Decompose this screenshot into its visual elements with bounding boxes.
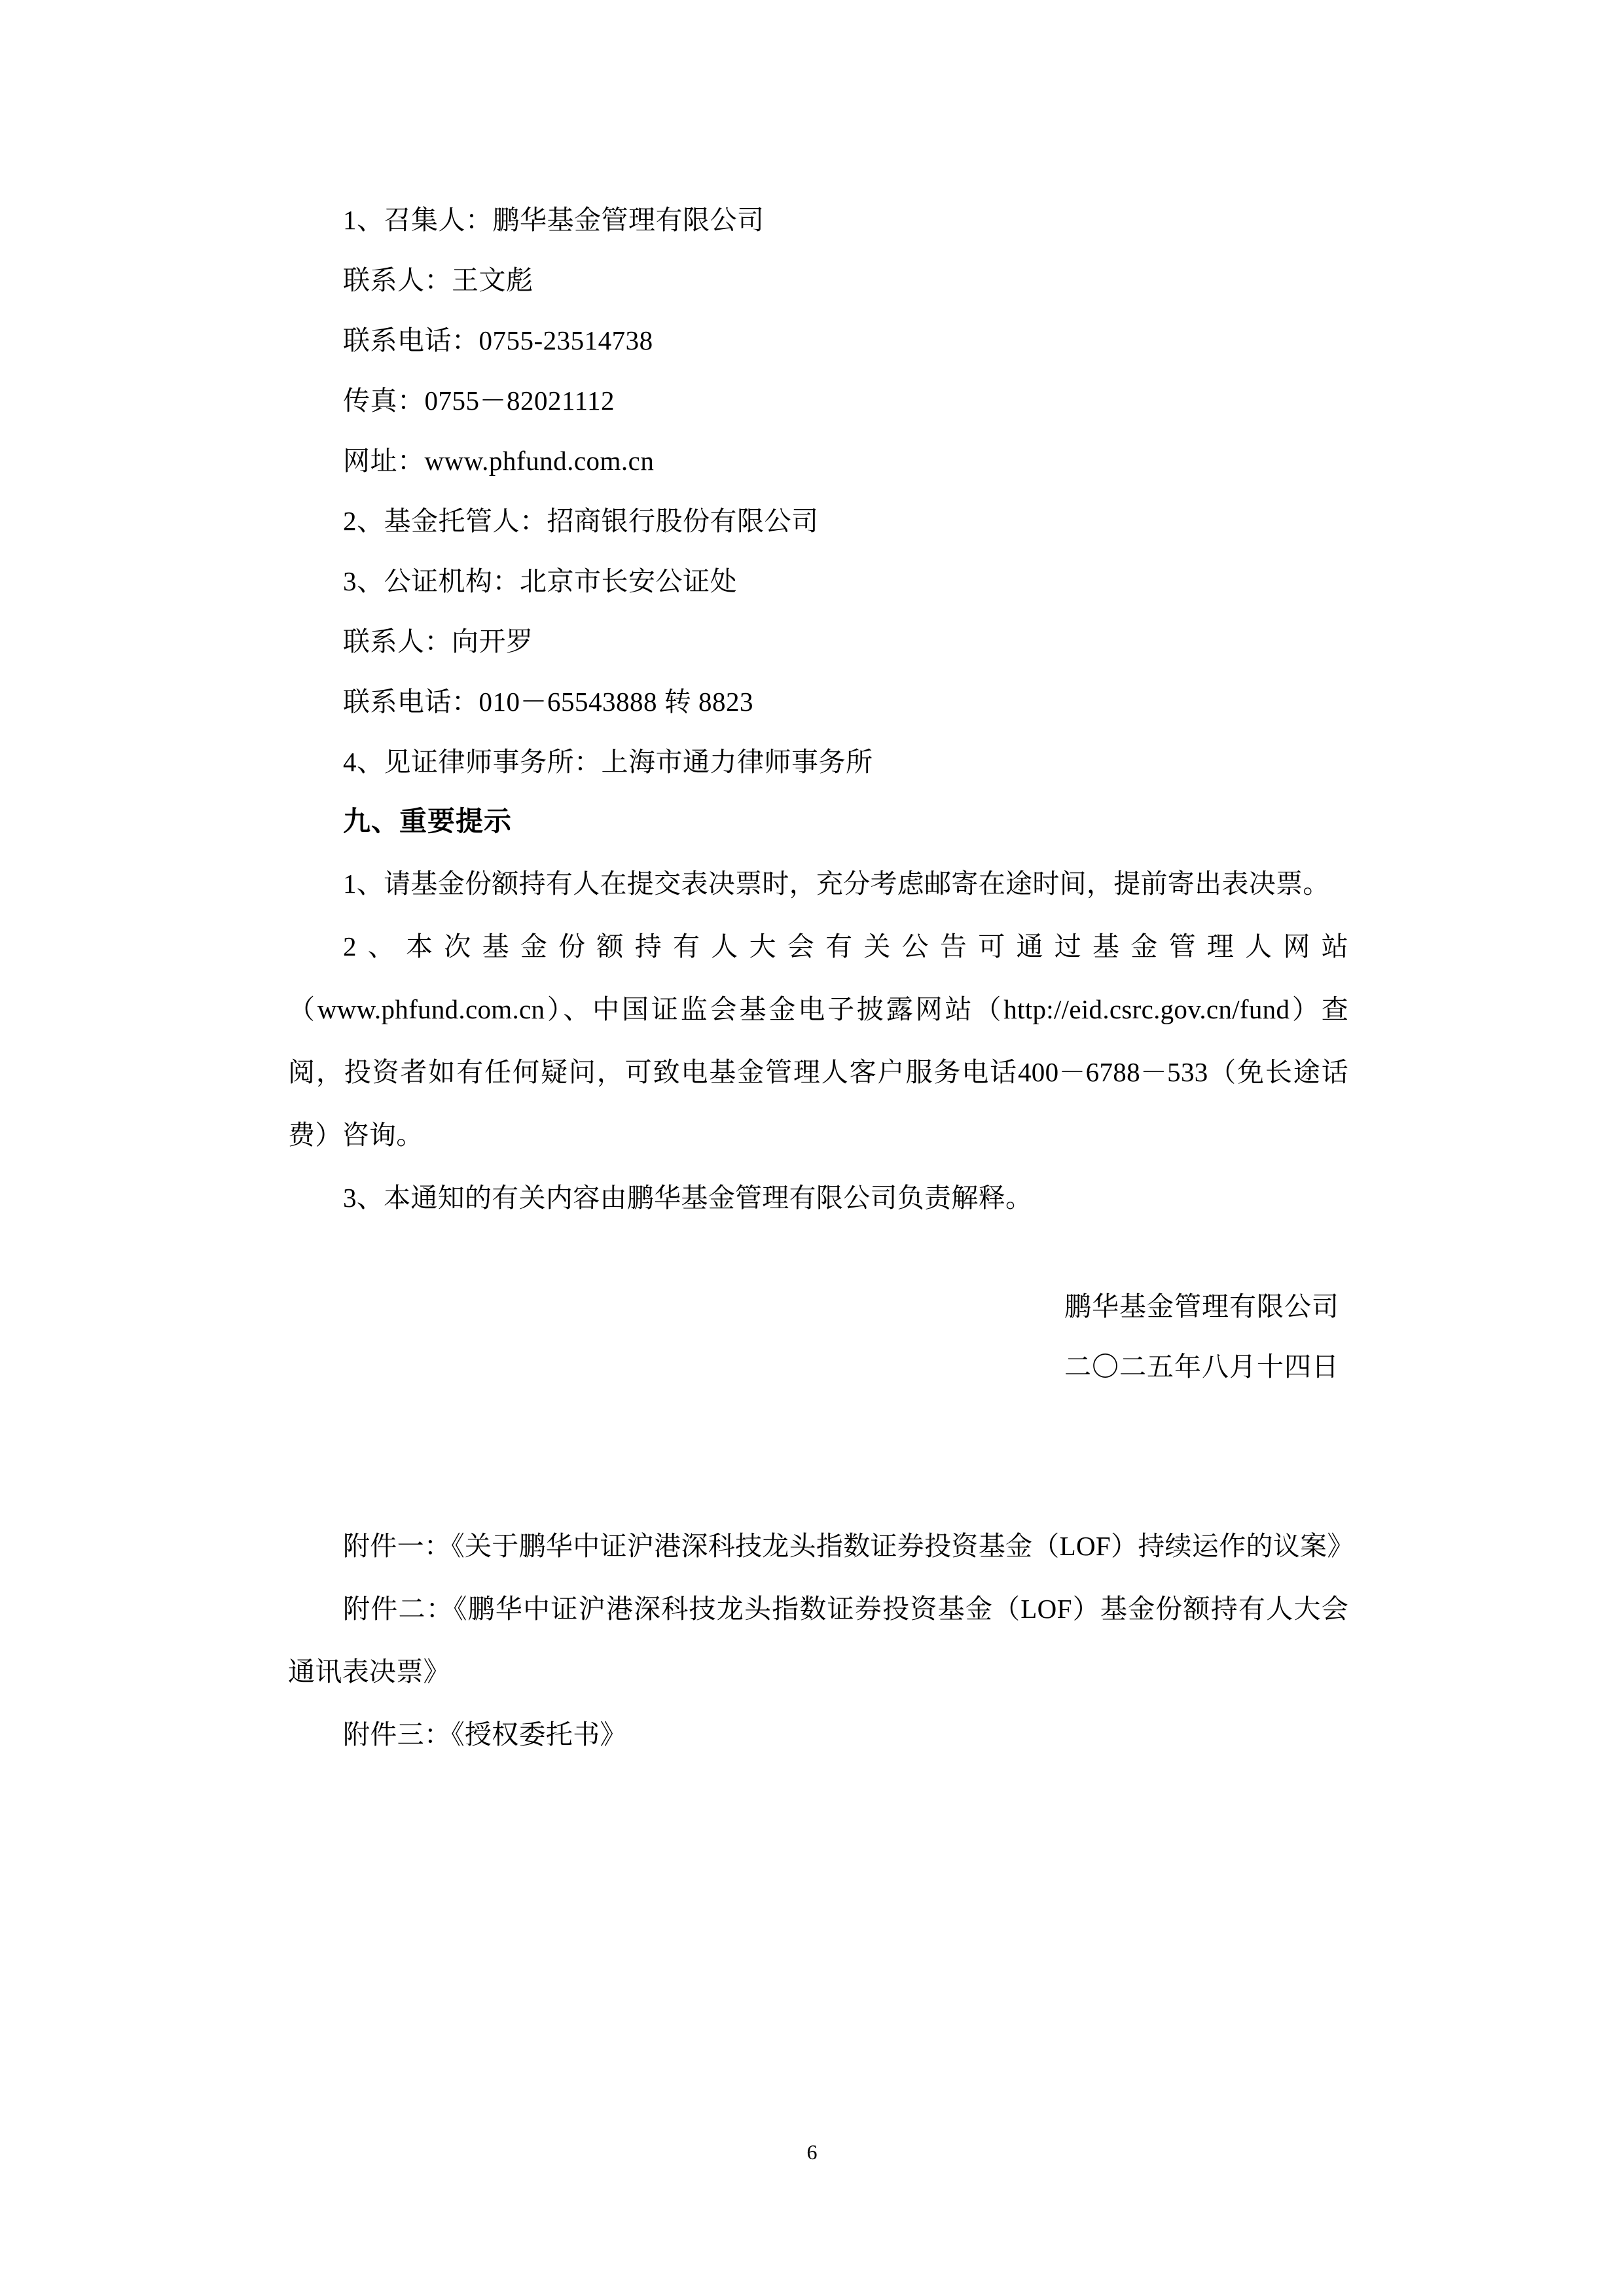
- note-paragraph-3: 3、本通知的有关内容由鹏华基金管理有限公司负责解释。: [343, 1183, 1033, 1213]
- contact-line: 联系人：向开罗: [343, 626, 533, 656]
- contact-line: 2、基金托管人：招商银行股份有限公司: [343, 506, 819, 536]
- contact-line: 网址：www.phfund.com.cn: [343, 446, 655, 476]
- contact-line: 4、见证律师事务所：上海市通力律师事务所: [343, 747, 873, 777]
- signature-date: 二〇二五年八月十四日: [1064, 1352, 1339, 1382]
- document-body: [288, 190, 1354, 1766]
- attachment-list: [288, 1515, 1354, 1766]
- contact-line: 联系电话：0755-23514738: [343, 325, 653, 355]
- contact-line: 联系电话：010－65543888 转 8823: [343, 687, 753, 717]
- signature-block: [288, 1276, 1348, 1397]
- attachment-item: 附件三：《授权委托书》: [343, 1719, 627, 1749]
- contact-line: 联系人：王文彪: [343, 265, 533, 295]
- contact-line: 1、召集人：鹏华基金管理有限公司: [343, 205, 765, 235]
- attachment-item: 附件一：《关于鹏华中证沪港深科技龙头指数证券投资基金（LOF）持续运作的议案》: [343, 1531, 1354, 1561]
- page-number: 6: [806, 2140, 818, 2164]
- note-paragraph-2: 2、本次基金份额持有人大会有关公告可通过基金管理人网站（www.phfund.com.cn）、中国证监会基金电子披露网站（http://eid.csrc.gov.cn/fund）查阅，投资者如有任何疑问，可致电基金管理人客户服务电话400－6788－533（免长途话费）咨询。: [288, 931, 1348, 1150]
- signature-company: 鹏华基金管理有限公司: [1064, 1291, 1339, 1321]
- contact-info-list: [288, 190, 1348, 792]
- section-heading-important-notes: 九、重要提示: [343, 807, 513, 837]
- attachment-item: 附件二：《鹏华中证沪港深科技龙头指数证券投资基金（LOF）基金份额持有人大会通讯表决票》: [288, 1594, 1348, 1687]
- contact-line: 传真：0755－82021112: [343, 386, 615, 416]
- note-paragraph-1: 1、请基金份额持有人在提交表决票时，充分考虑邮寄在途时间，提前寄出表决票。: [343, 869, 1330, 899]
- contact-line: 3、公证机构：北京市长安公证处: [343, 566, 737, 596]
